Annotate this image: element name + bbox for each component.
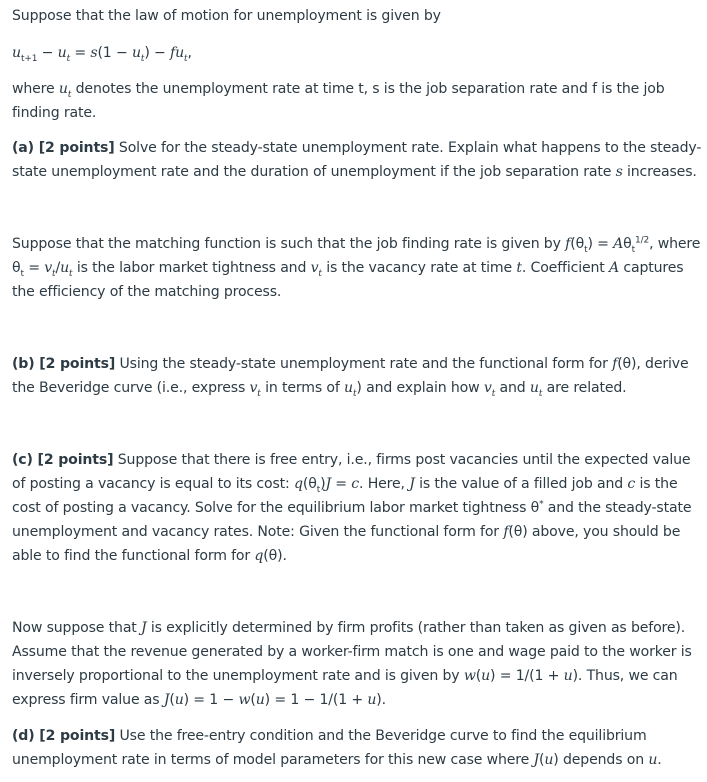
part-b-question: (b) [2 points] Using the steady-state unemployment rate and the functional form for f(θ), derive the Beveridge curve (i.e., express $v_t$ in terms of $u_t$) and explain how $v_t$ and $u_t$ are related. bbox=[12, 356, 689, 399]
matching-function-paragraph: Suppose that the matching function is such that the job finding rate is given by $f(\theta_t) = A\theta_t^{1/2}$, where $\theta_t = v_t/u_t$ is the labor market tightness and $v_t$ is the vacancy rate at time t. Coefficient A captures the efficiency of the matching process. bbox=[12, 235, 701, 300]
intro-definitions: where $u_t$ denotes the unemployment rate at time t, s is the job separation rate and f is the job finding rate. bbox=[12, 81, 665, 121]
law-of-motion-equation: $u_{t+1} - u_t = s(1 - u_t) - fu_t$, bbox=[12, 45, 192, 64]
part-a-label: (a) [2 points] bbox=[12, 140, 115, 156]
part-d-question: (d) [2 points] Use the free-entry condition and the Beveridge curve to find the equilibrium unemployment rate in terms of model parameters for this new case where J(u) depends on u. bbox=[12, 728, 662, 768]
part-b-label: (b) [2 points] bbox=[12, 356, 116, 372]
part-d-label: (d) [2 points] bbox=[12, 728, 116, 744]
firm-profits-paragraph: Now suppose that J is explicitly determined by firm profits (rather than taken as given as before). Assume that the revenue generated by a worker-firm match is one and wage paid to the worker is inversely proportional to the unemployment rate and is given by w(u) = 1/(1 + u). Thus, we can express firm value as J(u) = 1 − w(u) = 1 − 1/(1 + u). bbox=[12, 620, 692, 708]
part-c-question: (c) [2 points] Suppose that there is free entry, i.e., firms post vacancies until the expected value of posting a vacancy is equal to its cost: $q(\theta_t)J = c$. Here, J is the value of a filled job and c is the cost of posting a vacancy. Solve for the equilibrium labor market tightness θ* and the steady-state unemployment and vacancy rates. Note: Given the functional form for f(θ) above, you should be able to find the functional form for q(θ). bbox=[12, 452, 692, 564]
intro-sentence: Suppose that the law of motion for unemployment is given by bbox=[12, 8, 441, 24]
part-a-question: (a) [2 points] Solve for the steady-state unemployment rate. Explain what happens to the steady-state unemployment rate and the duration of unemployment if the job separation rate s increases. bbox=[12, 140, 702, 180]
part-c-label: (c) [2 points] bbox=[12, 452, 114, 468]
